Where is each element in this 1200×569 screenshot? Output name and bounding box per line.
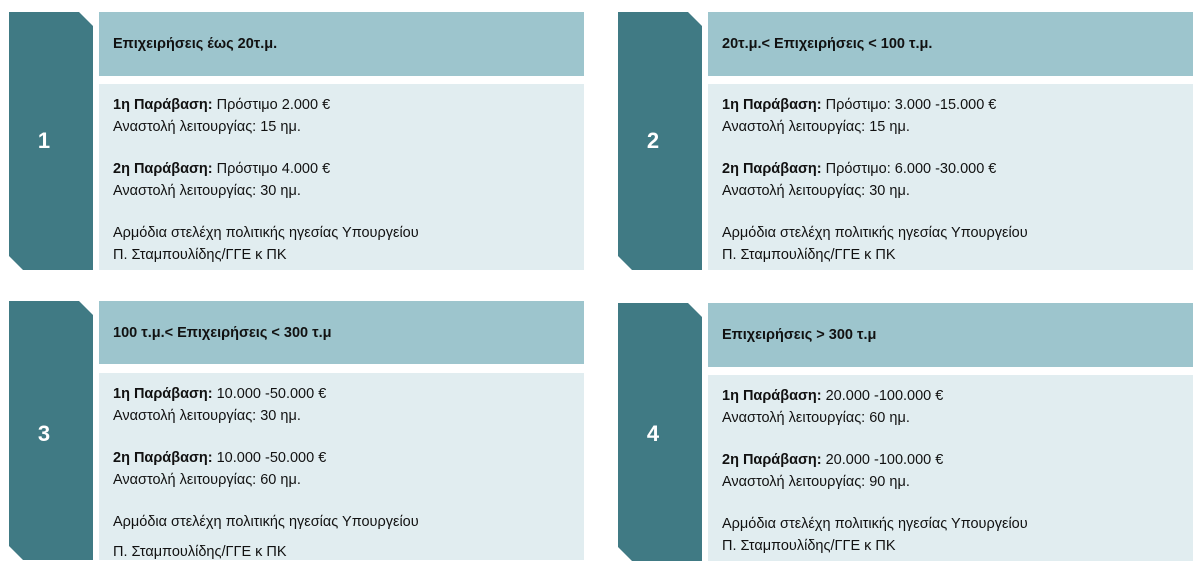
authority-line-1: Αρμόδια στελέχη πολιτικής ηγεσίας Υπουργείου: [113, 514, 419, 530]
second-violation-label: 2η Παράβαση:: [722, 161, 822, 177]
first-violation-line: [722, 94, 1179, 116]
authority-line-1: Αρμόδια στελέχη πολιτικής ηγεσίας Υπουργείου: [722, 225, 1028, 241]
tier-number: 2: [646, 128, 660, 153]
first-violation-line: [113, 94, 570, 116]
first-violation-fine: 10.000 -50.000 €: [212, 386, 327, 402]
second-violation-label: 2η Παράβαση:: [722, 452, 822, 468]
tier-title: Επιχειρήσεις > 300 τ.μ: [722, 327, 877, 343]
second-violation-fine: 20.000 -100.000 €: [821, 452, 944, 468]
second-violation-suspension: Αναστολή λειτουργίας: 90 ημ.: [722, 474, 910, 490]
second-violation-suspension: Αναστολή λειτουργίας: 30 ημ.: [113, 183, 301, 199]
tier-header: [708, 303, 1193, 367]
tier-number: 3: [37, 421, 51, 446]
tier-header: [708, 12, 1193, 76]
first-violation-line: [722, 385, 1179, 407]
authority-line-2: Π. Σταμπουλίδης/ΓΓΕ κ ΠΚ: [113, 247, 287, 263]
second-violation-fine: 10.000 -50.000 €: [212, 450, 327, 466]
tier-header: [99, 12, 584, 76]
first-violation-label: 1η Παράβαση:: [113, 386, 213, 402]
authority-line-1: Αρμόδια στελέχη πολιτικής ηγεσίας Υπουργείου: [722, 516, 1028, 532]
tier-details: [708, 84, 1193, 270]
tier-title: 20τ.μ.< Επιχειρήσεις < 100 τ.μ.: [722, 36, 933, 52]
tier-details: [99, 373, 584, 560]
first-violation-fine: Πρόστιμο: 3.000 -15.000 €: [821, 97, 997, 113]
first-violation-label: 1η Παράβαση:: [722, 388, 822, 404]
first-violation-suspension: Αναστολή λειτουργίας: 15 ημ.: [113, 119, 301, 135]
second-violation-suspension: Αναστολή λειτουργίας: 30 ημ.: [722, 183, 910, 199]
second-violation-line: [113, 447, 570, 469]
second-violation-label: 2η Παράβαση:: [113, 161, 213, 177]
second-violation-line: [722, 449, 1179, 471]
second-violation-line: [722, 158, 1179, 180]
authority-line-2: Π. Σταμπουλίδης/ΓΓΕ κ ΠΚ: [722, 538, 896, 554]
authority-line-2: Π. Σταμπουλίδης/ΓΓΕ κ ΠΚ: [722, 247, 896, 263]
second-violation-fine: Πρόστιμο 4.000 €: [212, 161, 331, 177]
tier-details: [99, 84, 584, 270]
first-violation-suspension: Αναστολή λειτουργίας: 60 ημ.: [722, 410, 910, 426]
second-violation-suspension: Αναστολή λειτουργίας: 60 ημ.: [113, 472, 301, 488]
tier-details: [708, 375, 1193, 561]
first-violation-fine: Πρόστιμο 2.000 €: [212, 97, 331, 113]
first-violation-label: 1η Παράβαση:: [113, 97, 213, 113]
first-violation-suspension: Αναστολή λειτουργίας: 30 ημ.: [113, 408, 301, 424]
second-violation-line: [113, 158, 570, 180]
tier-header: [99, 301, 584, 364]
second-violation-fine: Πρόστιμο: 6.000 -30.000 €: [821, 161, 997, 177]
first-violation-suspension: Αναστολή λειτουργίας: 15 ημ.: [722, 119, 910, 135]
authority-line-1: Αρμόδια στελέχη πολιτικής ηγεσίας Υπουργείου: [113, 225, 419, 241]
tier-number: 4: [646, 421, 660, 446]
tier-title: 100 τ.μ.< Επιχειρήσεις < 300 τ.μ: [113, 324, 332, 341]
first-violation-label: 1η Παράβαση:: [722, 97, 822, 113]
tier-number: 1: [37, 128, 51, 153]
second-violation-label: 2η Παράβαση:: [113, 450, 213, 466]
first-violation-line: [113, 383, 570, 405]
first-violation-fine: 20.000 -100.000 €: [821, 388, 944, 404]
authority-line-2: Π. Σταμπουλίδης/ΓΓΕ κ ΠΚ: [113, 544, 287, 560]
tier-title: Επιχειρήσεις έως 20τ.μ.: [113, 36, 278, 52]
